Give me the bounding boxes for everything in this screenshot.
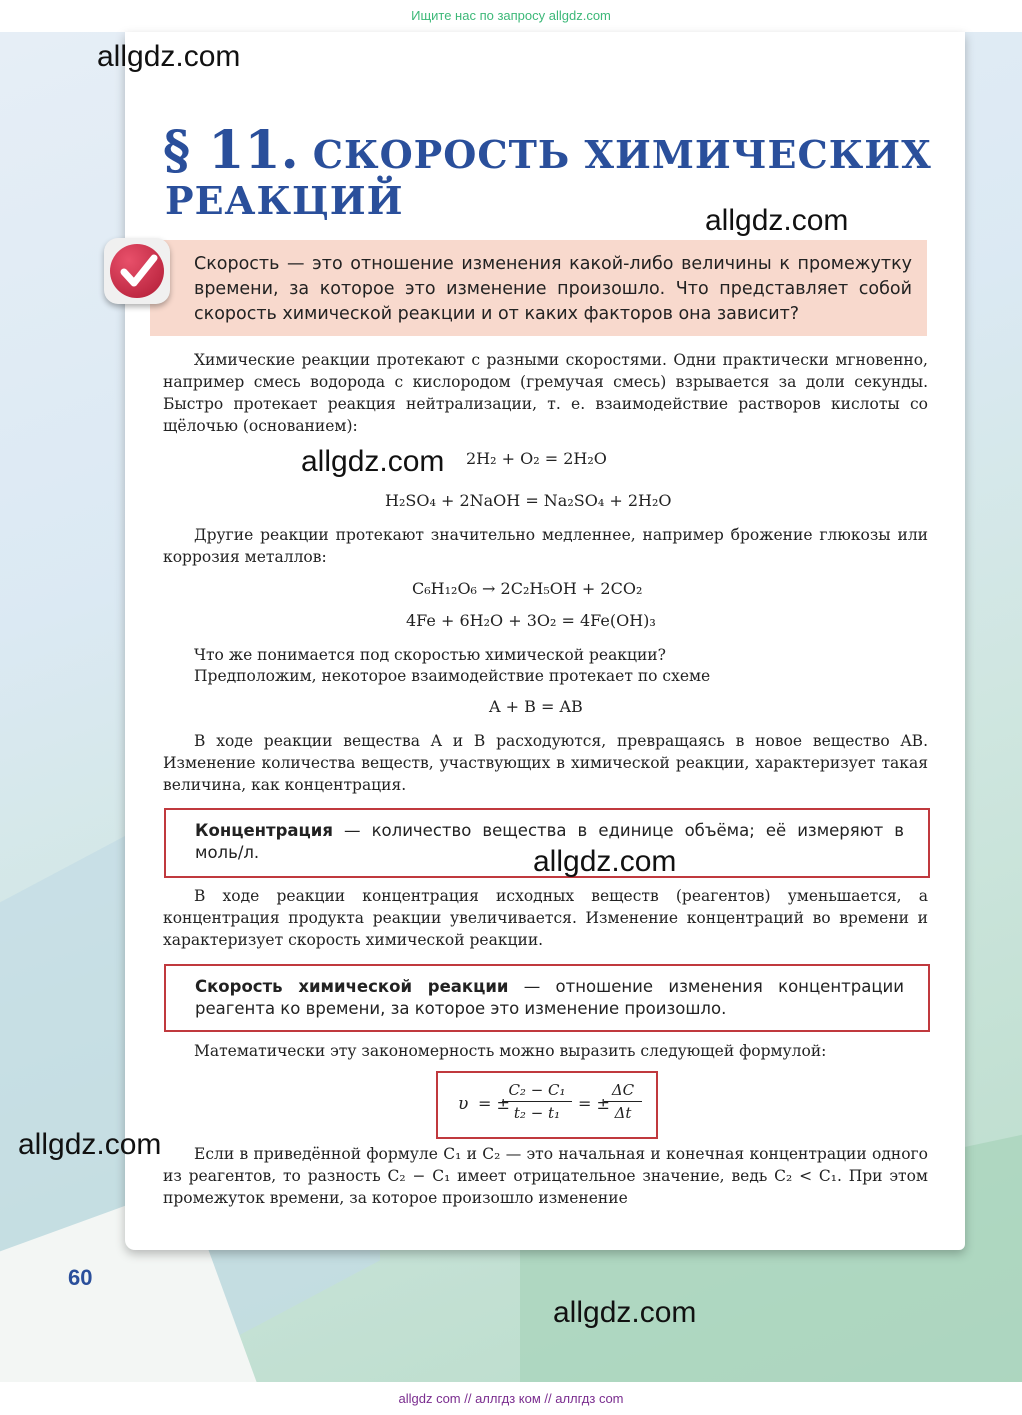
equation: 2H₂ + O₂ = 2H₂O xyxy=(466,449,607,468)
paragraph: В ходе реакции концентрация исходных веществ (реагентов) уменьшается, а концентрация продукта реакции увеличивается. Изменение концентраций во времени и характеризует скорость химической реакции. xyxy=(163,887,928,949)
page-number: 60 xyxy=(68,1265,93,1290)
paragraph: Если в приведённой формуле C₁ и C₂ — это начальная и конечная концентрации одного из реагентов, то разность C₂ − C₁ имеет отрицательное значение, ведь C₂ < C₁. При этом промежуток времени, за которое произошло изменение xyxy=(163,1145,928,1207)
paragraph: В ходе реакции вещества A и B расходуются, превращаясь в новое вещество AB. Изменение количества веществ, участвующих в химической реакции, характеризует такая величина, как концентрация. xyxy=(163,732,928,794)
paragraph: Предположим, некоторое взаимодействие протекает по схеме xyxy=(194,667,711,685)
watermark: allgdz.com xyxy=(553,1296,697,1329)
watermark: allgdz.com xyxy=(705,204,849,237)
equation: H₂SO₄ + 2NaOH = Na₂SO₄ + 2H₂O xyxy=(385,491,672,510)
checkmark-icon xyxy=(104,238,170,304)
numerator: ΔC xyxy=(604,1081,642,1102)
definition-term: Скорость химической реакции xyxy=(195,977,509,996)
title-line2: РЕАКЦИЙ xyxy=(165,178,404,223)
definition-text: — количество вещества в единице объёма; её измеряют в моль/л. xyxy=(195,821,904,862)
paragraph: Математически эту закономерность можно выразить следующей формулой: xyxy=(194,1042,827,1060)
section-number: § 11. xyxy=(163,120,299,181)
paragraph: Химические реакции протекают с разными скоростями. Одни практически мгновенно, например смесь водорода с кислородом (гремучая смесь) взрывается за доли секунды. Быстро протекает реакция нейтрализации, т. е. взаимодействие растворов кислоты со щёлочью (основанием): xyxy=(163,351,928,435)
title-line1: СКОРОСТЬ ХИМИЧЕСКИХ xyxy=(312,132,932,177)
denominator: Δt xyxy=(614,1104,632,1122)
equation: A + B = AB xyxy=(489,697,583,716)
intro-box xyxy=(150,240,927,336)
watermark: allgdz.com xyxy=(18,1128,162,1161)
bottom-banner[interactable]: allgdz com // аллгдз ком // аллгдз com xyxy=(0,1382,1022,1415)
equation: C₆H₁₂O₆ → 2C₂H₅OH + 2CO₂ xyxy=(412,579,643,598)
definition-term: Концентрация xyxy=(195,821,333,840)
numerator: C₂ − C₁ xyxy=(502,1081,572,1102)
velocity-symbol: υ xyxy=(458,1094,469,1114)
definition-text: — отношение изменения концентрации реагента ко времени, за которое это изменение произошло. xyxy=(195,977,904,1018)
section-title xyxy=(163,120,932,181)
denominator: t₂ − t₁ xyxy=(513,1104,561,1122)
watermark: allgdz.com xyxy=(97,40,241,73)
definition-box xyxy=(164,964,930,1032)
intro-text: Скорость — это отношение изменения какой-либо величины к промежутку времени, за которое это изменение произошло. Что представляет собой скорость химической реакции и от каких факторов она зависит? xyxy=(194,254,912,324)
equals-sign: = ± xyxy=(578,1094,610,1113)
paragraph: Другие реакции протекают значительно медленнее, например брожение глюкозы или коррозия металлов: xyxy=(163,526,928,566)
paragraph: Что же понимается под скоростью химической реакции? xyxy=(194,646,666,664)
equals-sign: = ± xyxy=(478,1094,510,1113)
watermark: allgdz.com xyxy=(533,845,677,878)
fraction xyxy=(502,1081,572,1122)
equation: 4Fe + 6H₂O + 3O₂ = 4Fe(OH)₃ xyxy=(406,611,656,630)
top-banner[interactable]: Ищите нас по запросу allgdz.com xyxy=(0,0,1022,32)
formula-box xyxy=(436,1071,658,1139)
fraction xyxy=(604,1081,642,1122)
watermark: allgdz.com xyxy=(301,445,445,478)
